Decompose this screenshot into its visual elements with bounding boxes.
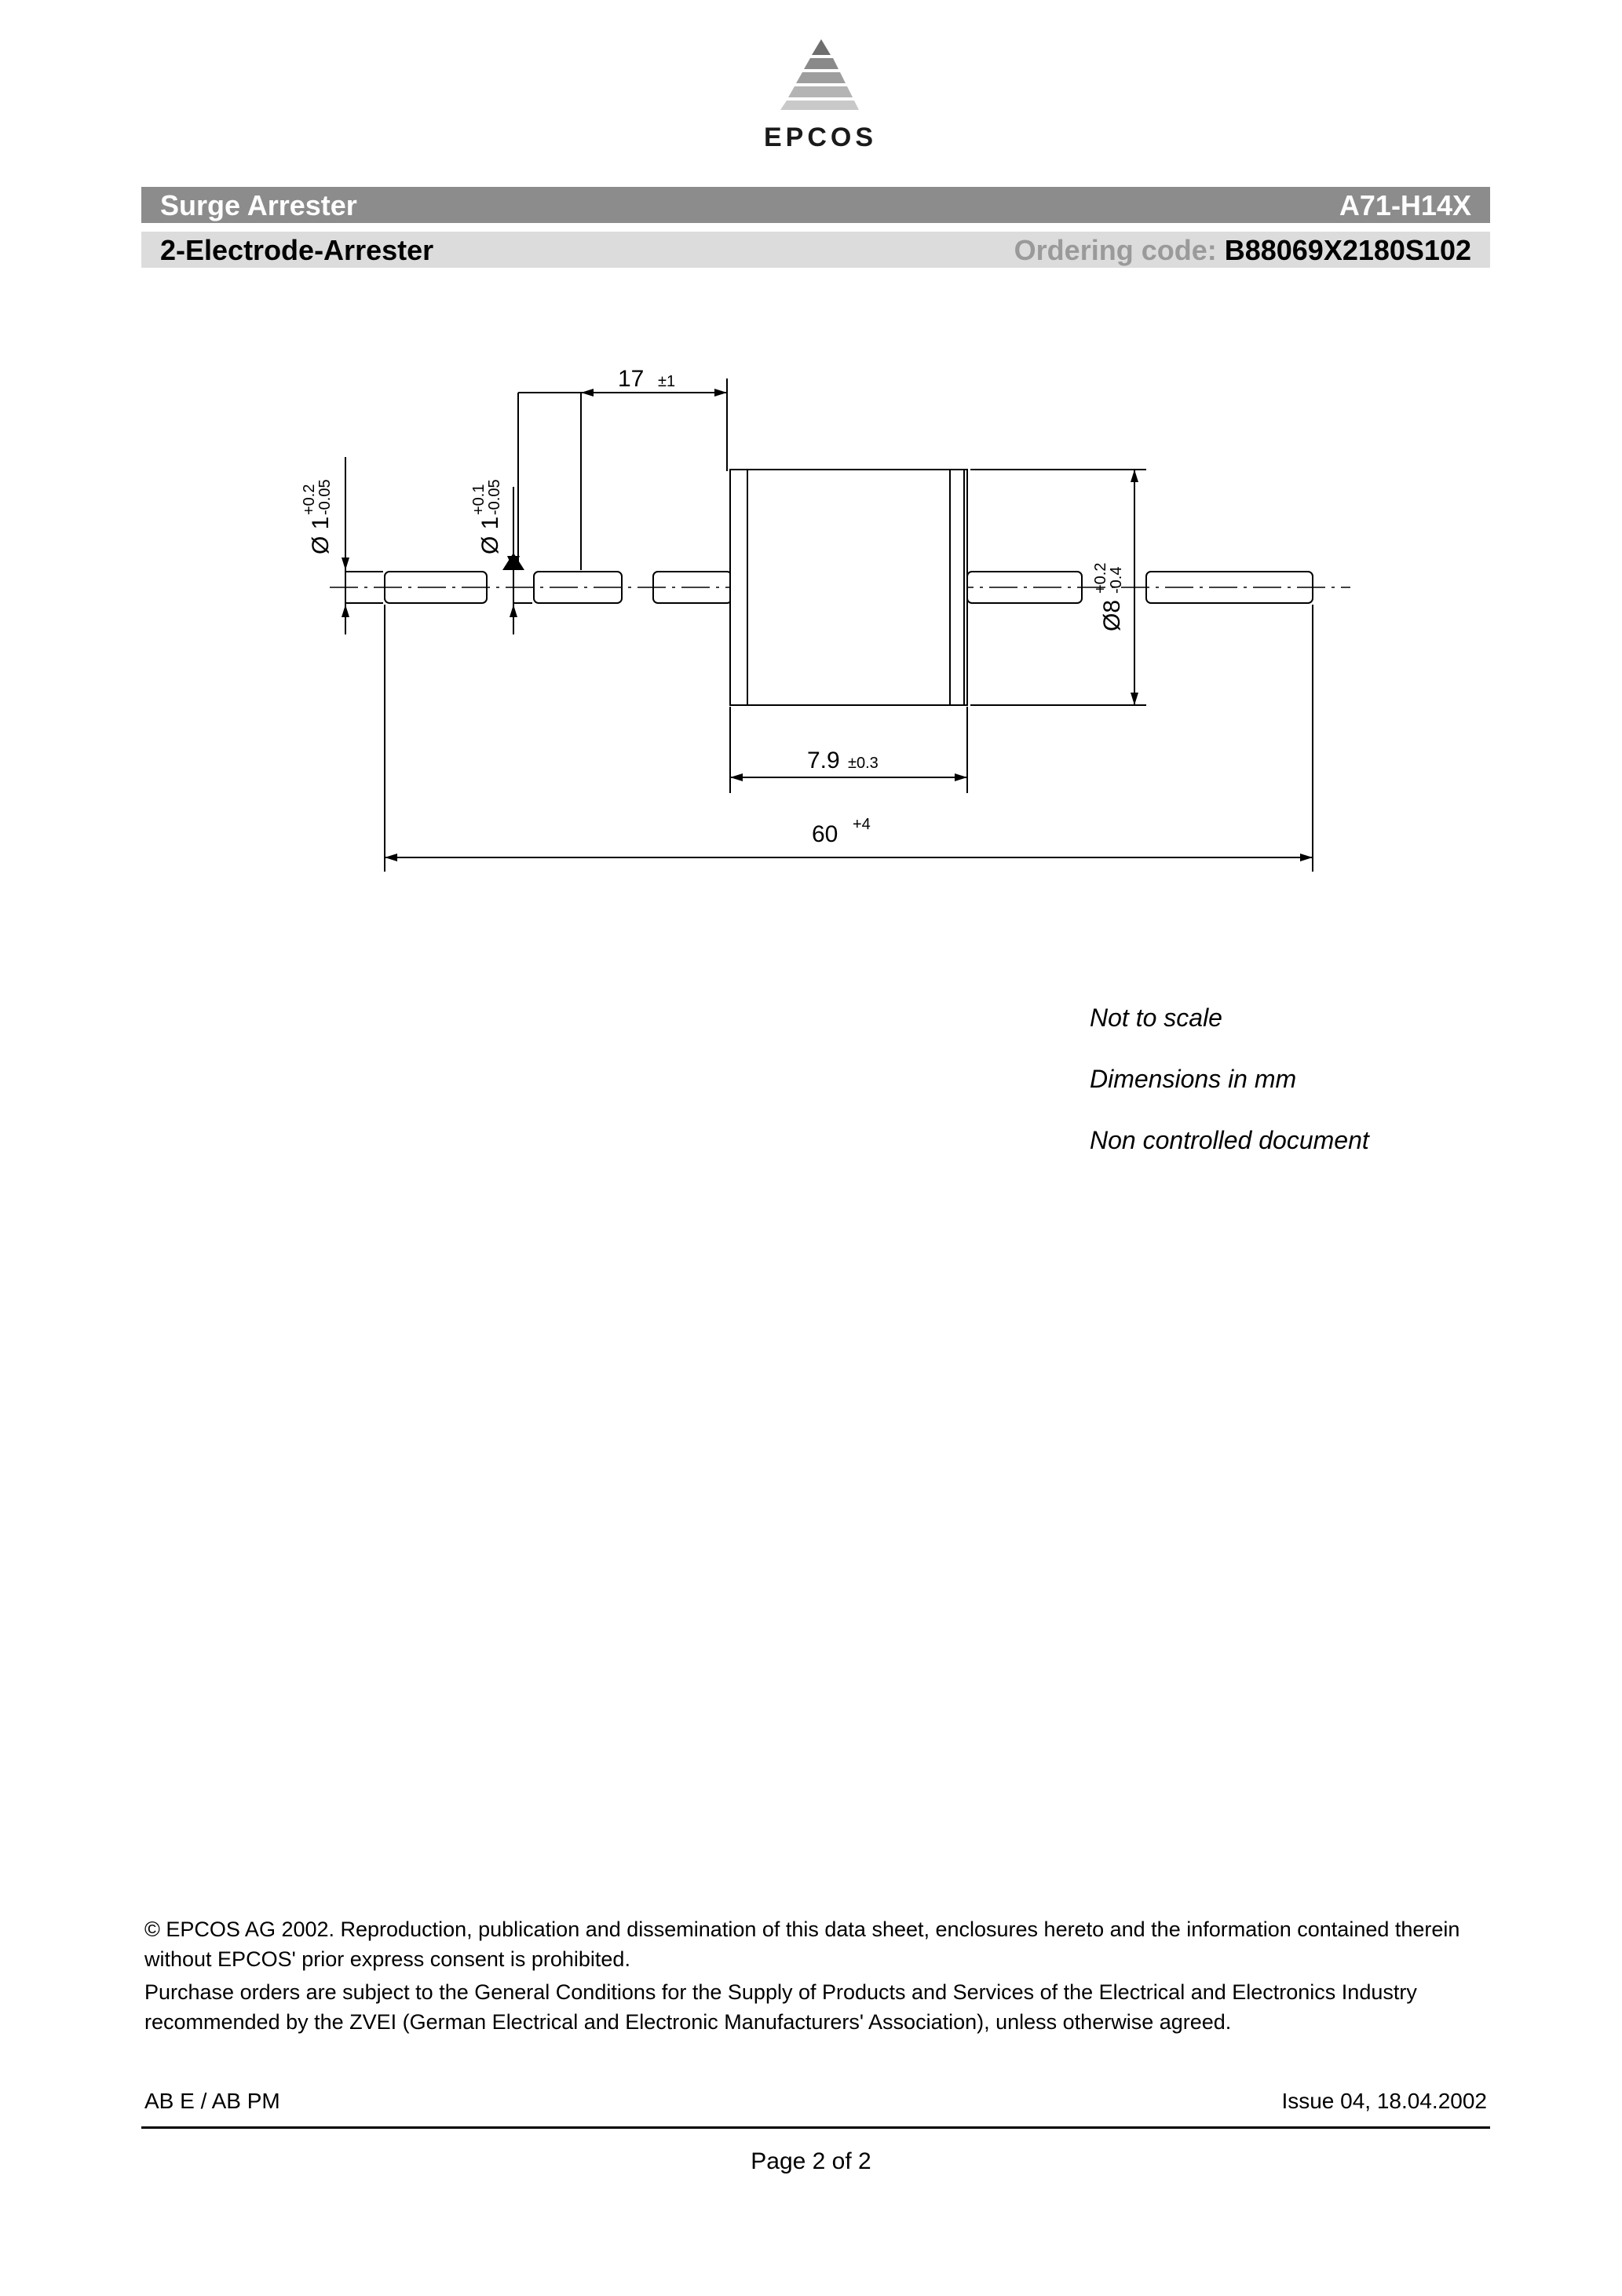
dim-total-length: 60: [812, 821, 838, 847]
dim-body-length-tol: ±0.3: [848, 755, 879, 772]
copyright-text: © EPCOS AG 2002. Reproduction, publication and dissemination of this data sheet, enclosures hereto and the information contained therein without EPCOS' prior express consent is prohibited.: [144, 1918, 1460, 1971]
dim-body-dia-tol-minus: -0.4: [1108, 566, 1125, 594]
dim-lead-dia-2-tol-plus: +0.1: [470, 484, 488, 515]
arrester-body: [730, 470, 967, 705]
note-control: Non controlled document: [1090, 1126, 1369, 1154]
ordering-code-label: Ordering code:: [1014, 234, 1217, 266]
product-type: Surge Arrester: [160, 189, 357, 221]
part-number: A71-H14X: [1339, 189, 1471, 221]
dim-lead-length: 17: [618, 366, 645, 392]
note-scale: Not to scale: [1090, 1004, 1222, 1032]
dim-lead-dia-1: Ø 1: [308, 516, 334, 554]
department: AB E / AB PM: [144, 2089, 280, 2113]
logo-text: EPCOS: [763, 122, 878, 152]
drawing-notes: [1090, 1004, 1369, 1187]
dimension-drawing: [0, 0, 1622, 942]
dim-body-length: 7.9: [807, 748, 840, 773]
dim-lead-dia-2: Ø 1: [477, 516, 503, 554]
dim-lead-length-tol: ±1: [658, 373, 676, 390]
footer-legal: [144, 1914, 1495, 2040]
issue-date: Issue 04, 18.04.2002: [1281, 2089, 1487, 2113]
dim-lead-dia-2-tol-minus: -0.05: [486, 479, 503, 515]
dim-lead-dia-1-tol-minus: -0.05: [316, 479, 334, 515]
dim-total-length-tol: +4: [853, 816, 871, 833]
dim-body-dia-tol-plus: +0.2: [1092, 562, 1109, 594]
footer-rule: [141, 2126, 1490, 2129]
dim-body-dia: Ø8: [1099, 599, 1125, 631]
ordering-code: B88069X2180S102: [1224, 234, 1471, 266]
page-number: Page 2 of 2: [751, 2148, 871, 2174]
note-units: Dimensions in mm: [1090, 1065, 1297, 1093]
subtitle: 2-Electrode-Arrester: [160, 234, 434, 266]
dim-lead-dia-1-tol-plus: +0.2: [301, 484, 318, 515]
terms-text: Purchase orders are subject to the General Conditions for the Supply of Products and Services of the Electrical and Electronics Industry recommended by the ZVEI (German Electrical and Electronic Manufacturers' Association), unless otherwise agreed.: [144, 1980, 1417, 2034]
datum-marker-icon: [502, 553, 524, 570]
